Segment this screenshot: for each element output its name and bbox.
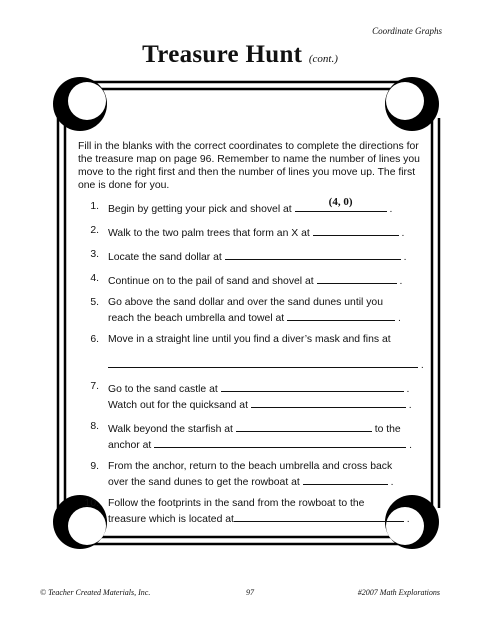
footer-book-id: #2007 Math Explorations bbox=[357, 588, 440, 597]
worksheet-content bbox=[78, 140, 430, 534]
answer-blank-5[interactable] bbox=[287, 309, 395, 321]
question-8: 8. Walk beyond the starfish at to the anchor at . bbox=[78, 420, 430, 452]
question-7: 7. Go to the sand castle at . Watch out for the quicksand at . bbox=[78, 380, 430, 412]
section-topic: Coordinate Graphs bbox=[372, 26, 442, 36]
example-answer: (4, 0) bbox=[328, 196, 353, 208]
instructions: Fill in the blanks with the correct coordinates to complete the directions for the treasure map on page 96. Remember to name the number of lines you move to the right first and then the number of lines you move up. The first one is done for you. bbox=[78, 141, 420, 191]
answer-blank-7b[interactable] bbox=[251, 396, 406, 408]
question-4: 4. Continue on to the pail of sand and shovel at . bbox=[78, 272, 430, 288]
answer-blank-10[interactable] bbox=[234, 510, 404, 522]
answer-blank-2[interactable] bbox=[313, 224, 399, 236]
answer-blank-4[interactable] bbox=[317, 272, 397, 284]
answer-blank-7a[interactable] bbox=[221, 380, 404, 392]
question-number: 4. bbox=[90, 273, 99, 284]
answer-blank-6[interactable] bbox=[108, 356, 418, 368]
corner-scroll-tl bbox=[53, 77, 107, 131]
answer-blank-8b[interactable] bbox=[154, 436, 406, 448]
footer-copyright: © Teacher Created Materials, Inc. bbox=[40, 588, 151, 597]
question-number: 6. bbox=[90, 334, 99, 345]
question-9: 9. From the anchor, return to the beach umbrella and cross back over the sand dunes to get the rowboat at . bbox=[78, 460, 430, 489]
question-number: 8. bbox=[90, 421, 99, 432]
question-6: 6. Move in a straight line until you find a diver’s mask and fins at . bbox=[78, 333, 430, 372]
question-number: 2. bbox=[90, 225, 99, 236]
question-10: 10. Follow the footprints in the sand from the rowboat to the treasure which is located at . bbox=[78, 497, 430, 526]
answer-blank-1[interactable] bbox=[295, 196, 387, 212]
question-number: 9. bbox=[90, 461, 99, 472]
answer-blank-8a[interactable] bbox=[236, 420, 372, 432]
question-number: 7. bbox=[90, 381, 99, 392]
question-number: 5. bbox=[90, 297, 99, 308]
answer-blank-9[interactable] bbox=[303, 473, 388, 485]
question-2: 2. Walk to the two palm trees that form an X at . bbox=[78, 224, 430, 240]
corner-scroll-tr bbox=[385, 77, 439, 131]
question-3: 3. Locate the sand dollar at . bbox=[78, 248, 430, 264]
answer-blank-3[interactable] bbox=[225, 248, 401, 260]
title-main: Treasure Hunt bbox=[142, 41, 303, 68]
question-list bbox=[78, 196, 430, 526]
question-number: 10. bbox=[84, 498, 99, 509]
question-5: 5. Go above the sand dollar and over the sand dunes until you reach the beach umbrella and towel at . bbox=[78, 296, 430, 325]
question-1: 1. Begin by getting your pick and shovel at (4, 0) . bbox=[78, 200, 430, 216]
footer-page-number: 97 bbox=[246, 588, 254, 597]
title-sub: (cont.) bbox=[308, 53, 338, 65]
question-number: 1. bbox=[90, 201, 99, 212]
question-number: 3. bbox=[90, 249, 99, 260]
